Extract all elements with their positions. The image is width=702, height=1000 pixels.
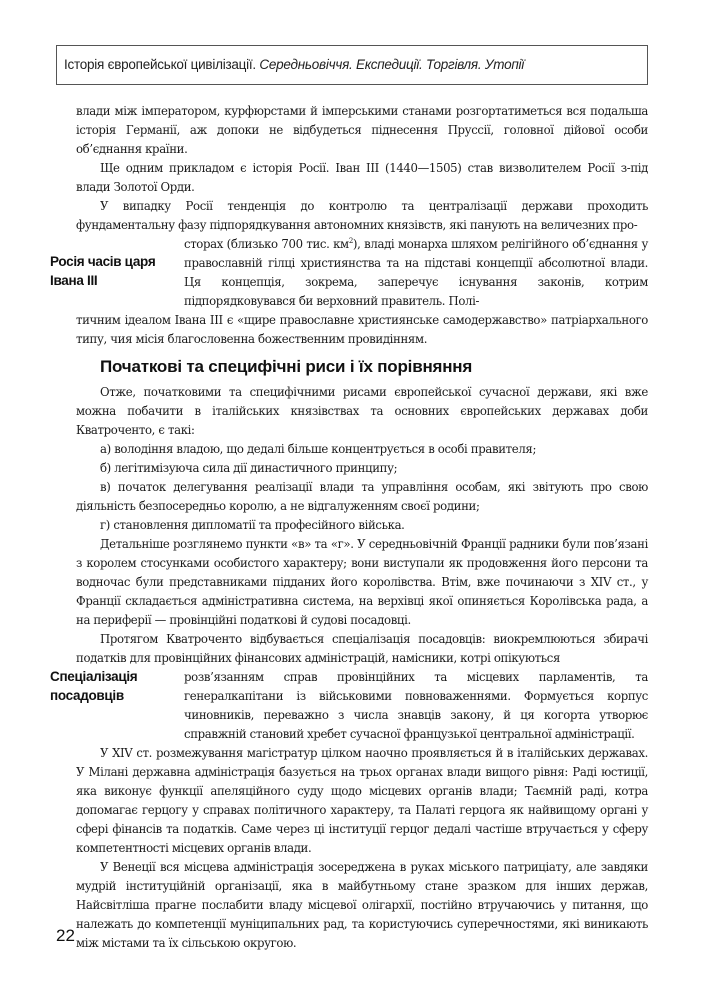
paragraph: Отже, початковими та специфічними рисами європейської сучасної держави, які вже можна побачити в італійських князівствах та основних європейських державах доби Кватроченто, є такі: [76,385,648,437]
margin-note-line: Росія часів царя [50,254,156,269]
paragraph: влади між імператором, курфюрстами й імперськими станами розгортатиметься вся подальша історія Германії, аж допоки не відбудеться піднесення Пруссії, головної дійової особи об’єднання країни. [76,104,648,156]
paragraph: Ще одним прикладом є історія Росії. Іван III (1440—1505) став визволителем Росії з-під влади Золотої Орди. [76,161,648,194]
superscript: 2 [348,237,353,246]
margin-note-line: Івана III [50,273,98,288]
list-item: в) початок делегування реалізації влади та управління особам, які звітують про свою діяльність безпосередньо королю, а не відгалуженням своєї родини; [76,480,648,513]
section-heading: Початкові та специфічні риси і їх порівняння [100,357,473,376]
paragraph: У Венеції вся місцева адміністрація зосереджена в руках міського патриціату, але завдяки мудрій інституційній організації, яка в майбутньому стане зразком для інших держав, Найсвітліша прагне послабити владу місцевої олігархії, постійно втручаючись у питання, що належать до компетенції муніципальних рад, та користуючись суперечностями, які виникають між містами та їх сільською округою. [76,860,648,950]
margin-note-line: Спеціалізація [50,669,138,684]
paragraph: У випадку Росії тенденція до контролю та централізації держави проходить фундаментальну фазу підпорядкування автономних князівств, які панують на величезних про- [76,199,648,232]
running-header [56,45,648,85]
page-number: 22 [56,926,75,945]
list-item: г) становлення дипломатії та професійного війська. [100,518,405,532]
main-text [76,102,648,953]
paragraph-wrapped: розв’язанням справ провінційних та місцевих парламентів, та генералкапітани із військовими повноваженнями. Формується корпус чиновників, переважно з числа знавців закону, й ця когорта утворює справжній становий хребет сучасної французької центральної адміністрації. [184,670,648,741]
paragraph: Протягом Кватроченто відбувається спеціалізація посадовців: виокремлюються збирачі податків для провінційних фінансових адміністрацій, намісники, котрі опікуються [76,632,648,665]
paragraph: Детальніше розглянемо пункти «в» та «г». У середньовічній Франції радники були пов’язані з королем стосунками особистого характеру; вони виступали як продовження його персони та водночас були представниками підданих його королівства. Втім, вже починаючи з XIV ст., у Франції складається адміністративна система, на верхівці якої опиняється Королівська рада, а на периферії — провінційні податкові й судові посадовці. [76,537,648,627]
header-title: Історія європейської цивілізації. [64,57,256,72]
list-item: а) володіння владою, що дедалі більше концентрується в особі правителя; [100,442,537,456]
header-subtitle: Середньовіччя. Експедиції. Торгівля. Утопії [259,57,525,72]
paragraph: тичним ідеалом Івана III є «щире православне християнське самодержавство» патріархального типу, чия місія благословенна божественним провидінням. [76,313,648,346]
text-span: ), владі монарха шляхом релігійного об’єднання у православній гілці християнства та на підставі концепції абсолютної влади. Ця концепція, зокрема, заперечує існування законів, котрим підпорядковувався би верховний правитель. Полі- [184,237,649,308]
margin-note-russia [50,252,170,290]
margin-note-specialization [50,667,170,705]
text-span: сторах (близько 700 тис. км [184,237,349,251]
list-item: б) легітимізуюча сила дії династичного принципу; [100,461,398,475]
paragraph: У XIV ст. розмежування магістратур цілком наочно проявляється й в італійських державах. У Мілані державна адміністрація базується на трьох органах влади вищого рівня: Раді юстиції, яка виконує функції апеляційного суду щодо місцевих органів влади; Таємній раді, котра допомагає герцогу у справах політичного характеру, та Палаті герцога як найвищому органі у сфері фінансів та податків. Саме через ці інституції герцог дедалі частіше втручається у сферу компетентності місцевих органів влади. [76,746,648,855]
margin-note-line: посадовців [50,688,124,703]
